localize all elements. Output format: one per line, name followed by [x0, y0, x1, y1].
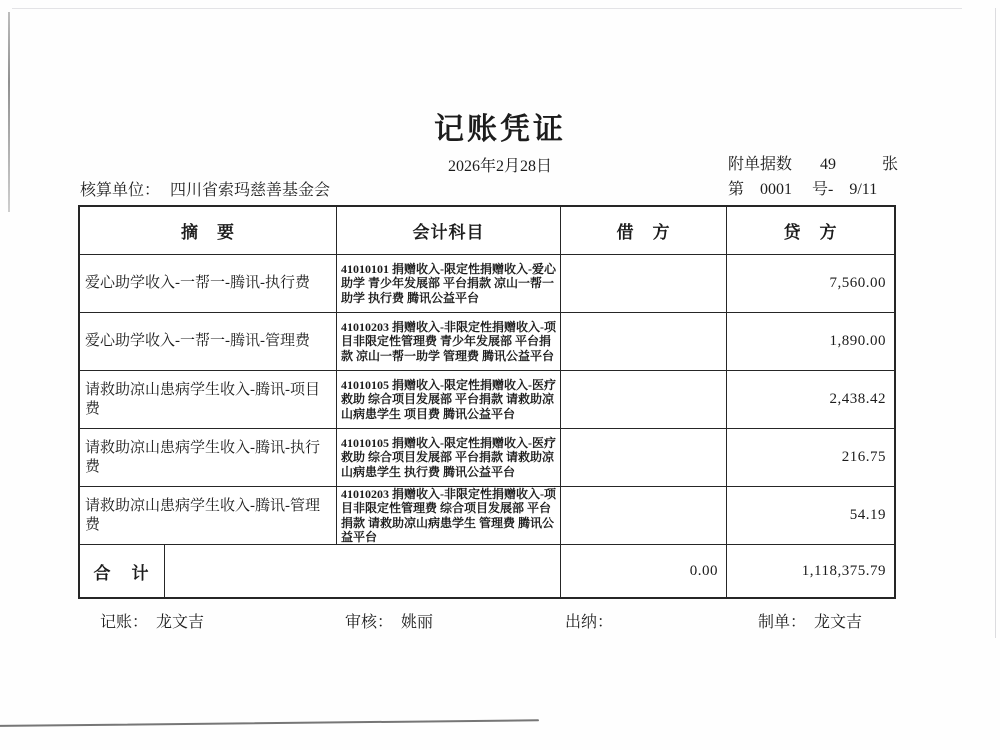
- attachment-count: 49: [820, 156, 837, 173]
- total-filler: [165, 545, 561, 597]
- row-account: 41010105 捐赠收入-限定性捐赠收入-医疗救助 综合项目发展部 平台捐款 请救助凉山病患学生 执行费 腾讯公益平台: [337, 429, 561, 486]
- row-account: 41010203 捐赠收入-非限定性捐赠收入-项目非限定性管理费 综合项目发展部 平台捐款 请救助凉山病患学生 管理费 腾讯公益平台: [337, 487, 561, 544]
- cashier-field: [565, 609, 621, 632]
- attachment-unit: 张: [882, 156, 899, 173]
- bookkeeper-name: 龙文吉: [156, 614, 205, 631]
- header-debit: 借 方: [561, 207, 727, 254]
- table-row: [80, 371, 894, 429]
- header-credit: 贷 方: [783, 223, 838, 242]
- preparer-label: 制单：: [758, 614, 807, 631]
- accounting-unit-line: [80, 177, 330, 200]
- row-debit: [561, 487, 727, 544]
- voucher-number-line: [728, 176, 877, 199]
- reviewer-name: 姚丽: [401, 614, 434, 631]
- scan-edge-right: [995, 8, 996, 638]
- header-account: 会计科目: [337, 207, 561, 254]
- number-suffix: 号-: [812, 181, 834, 198]
- row-account: 41010105 捐赠收入-限定性捐赠收入-医疗救助 综合项目发展部 平台捐款 请救助凉山病患学生 项目费 腾讯公益平台: [337, 371, 561, 428]
- scan-edge-top: [12, 8, 962, 9]
- row-summary: 爱心助学收入-一帮一-腾讯-管理费: [80, 313, 337, 370]
- attachment-label: 附单据数: [728, 156, 793, 173]
- cashier-label: 出纳：: [565, 614, 614, 631]
- attachment-count-line: [728, 151, 898, 174]
- table-row: [80, 429, 894, 487]
- preparer-field: [758, 609, 862, 632]
- signature-footer: [0, 609, 1000, 633]
- voucher-title: 记账凭证: [434, 113, 566, 146]
- row-credit: 1,890.00: [829, 333, 886, 349]
- page-indicator: 9/11: [849, 181, 878, 198]
- row-account: 41010203 捐赠收入-非限定性捐赠收入-项目非限定性管理费 青少年发展部 平台捐款 凉山一帮一助学 管理费 腾讯公益平台: [337, 313, 561, 370]
- row-credit: 7,560.00: [829, 275, 886, 291]
- row-credit: 54.19: [849, 507, 886, 523]
- scan-edge-bottom: [0, 719, 539, 727]
- table-row: [80, 313, 894, 371]
- reviewer-field: [345, 609, 433, 632]
- voucher-date: 2026年2月28日: [447, 158, 552, 175]
- voucher-table: [78, 205, 896, 599]
- table-row: [80, 487, 894, 545]
- total-label: 合 计: [80, 545, 165, 597]
- header-summary: 摘 要: [80, 207, 337, 254]
- row-account: 41010101 捐赠收入-限定性捐赠收入-爱心助学 青少年发展部 平台捐款 凉山一帮一助学 执行费 腾讯公益平台: [337, 255, 561, 312]
- total-credit: 1,118,375.79: [801, 562, 886, 579]
- accounting-unit-name: 四川省索玛慈善基金会: [170, 182, 331, 199]
- row-summary: 爱心助学收入-一帮一-腾讯-执行费: [80, 255, 337, 312]
- bookkeeper-field: [100, 609, 204, 632]
- table-row: [80, 255, 894, 313]
- row-credit: 216.75: [841, 449, 886, 465]
- row-debit: [561, 313, 727, 370]
- number-prefix: 第: [728, 181, 745, 198]
- row-summary: 请救助凉山患病学生收入-腾讯-执行费: [80, 429, 337, 486]
- total-debit: 0.00: [561, 545, 727, 597]
- row-debit: [561, 429, 727, 486]
- row-credit: 2,438.42: [829, 391, 886, 407]
- voucher-number: 0001: [760, 181, 793, 198]
- reviewer-label: 审核：: [345, 614, 394, 631]
- accounting-unit-label: 核算单位：: [80, 182, 161, 199]
- table-header-row: [80, 207, 894, 255]
- row-summary: 请救助凉山患病学生收入-腾讯-项目费: [80, 371, 337, 428]
- table-total-row: [80, 545, 894, 597]
- preparer-name: 龙文吉: [814, 614, 863, 631]
- bookkeeper-label: 记账：: [100, 614, 149, 631]
- row-summary: 请救助凉山患病学生收入-腾讯-管理费: [80, 487, 337, 544]
- row-debit: [561, 255, 727, 312]
- row-debit: [561, 371, 727, 428]
